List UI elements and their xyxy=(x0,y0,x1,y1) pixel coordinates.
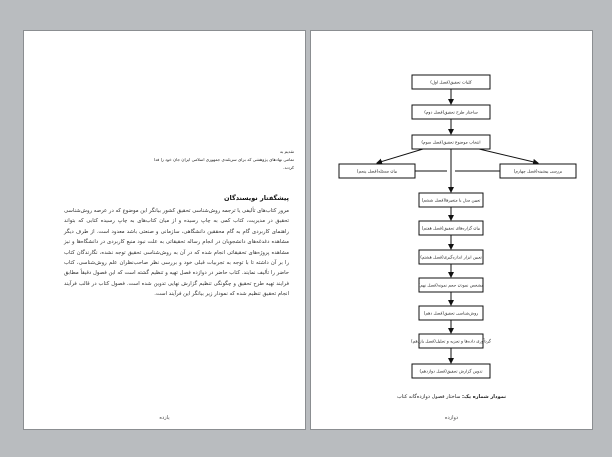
flow-box xyxy=(412,105,490,119)
dedication-line: تمامی نهادهای پژوهشی که برای سربلندی جمهوری اسلامی ایران جان خود را فدا xyxy=(153,157,294,162)
flow-box-label: تدوین گزارش تحقیق(فصل دوازدهم) xyxy=(419,368,483,374)
dedication-line: کردند. xyxy=(283,165,294,170)
flow-box xyxy=(412,135,490,149)
flow-box-label: روش‌شناسی تحقیق(فصل دهم) xyxy=(423,310,479,316)
flow-box-label: کلیات تحقیق(فصل اول) xyxy=(430,79,472,85)
page-number-right: دوازده xyxy=(444,415,459,421)
flow-arrow xyxy=(479,149,538,163)
flow-box-label: تعیین مدل یا متغیرها(فصل ششم) xyxy=(421,197,481,203)
flow-box xyxy=(419,306,483,320)
flow-box xyxy=(419,193,483,207)
flow-box-label: بررسی پیشینه(فصل چهارم) xyxy=(513,168,563,174)
preface-heading: پیشگفتار نویسندگان xyxy=(223,194,289,202)
flow-box xyxy=(412,364,490,378)
flowchart-boxes xyxy=(339,75,576,378)
dedication xyxy=(84,148,294,172)
caption-label: نمودار شماره یک: xyxy=(461,394,506,400)
flow-box-label: ساختار طرح تحقیق(فصل دوم) xyxy=(424,109,478,115)
flow-box-label: بیان گزاره‌های تحقیق(فصل هفتم) xyxy=(421,225,481,231)
flow-box-label: مشخص نمودن حجم نمونه(فصل نهم) xyxy=(418,282,484,288)
flow-box xyxy=(339,164,415,178)
flow-box xyxy=(500,164,576,178)
caption-text: ساختار فصول دوازده‌گانه کتاب xyxy=(397,394,462,400)
flow-box xyxy=(412,75,490,89)
left-page xyxy=(23,30,306,430)
flow-box xyxy=(419,250,483,264)
right-page xyxy=(310,30,593,430)
page-number-left: یازده xyxy=(159,415,170,421)
flow-box xyxy=(419,221,483,235)
flow-box xyxy=(418,278,483,292)
flowchart-caption xyxy=(311,394,592,400)
flow-box-label: انتخاب موضوع تحقیق(فصل سوم) xyxy=(421,139,481,145)
flow-arrow xyxy=(377,149,423,163)
flow-box xyxy=(411,334,491,348)
flow-box-label: گردآوری داده‌ها و تجزیه و تحلیل(فصل یازدهم) xyxy=(411,338,491,344)
dedication-line: تقدیم به xyxy=(279,149,294,154)
flowchart xyxy=(311,31,594,431)
flow-box-label: بیان مسئله(فصل پنجم) xyxy=(356,168,398,174)
flow-box-label: تعیین ابزار اندازه‌گیری(فصل هشتم) xyxy=(420,254,482,260)
preface-text: مرور کتاب‌های تألیفی یا ترجمه روش‌شناسی تحقیق کشور بیانگر این موضوع که در عرصه روش‌شناسی تحقیق در مدیریت، کتاب کمی به چاپ رسیده و از میان کتاب‌های به چاپ رسیده کتابی که بتواند راهنمای کاربردی گام به گام محققین دانشگاهی، سازمانی و صنعتی باشد معدود است. از طرف دیگر مشاهده دغدغه‌های دانشجویان در انجام رساله تحقیقاتی به علت نبود منبع کاربردی در دانشگاه‌ها و نیز مشاهده پروژه‌های تحقیقاتی انجام شده که در آن به روش‌شناسی تحقیق توجه نشده، نگارندگان کتاب را بر آن داشته تا با توجه به تجربیات قبلی خود و بررسی نظر صاحب‌نظران علم روش‌شناسی، کتاب حاضر را تألیف نمایند. کتاب حاضر در دوازده فصل تهیه و تنظیم گشته است که این فصول دقیقاً مطابق فرایند تهیه طرح تحقیق و چگونگی تنظیم گزارش نهایی تدوین شده است. فصول کتاب در قالب فرآیند انجام تحقیق تنظیم شده که نمودار زیر بیانگر این فرآیند است. xyxy=(64,208,289,298)
